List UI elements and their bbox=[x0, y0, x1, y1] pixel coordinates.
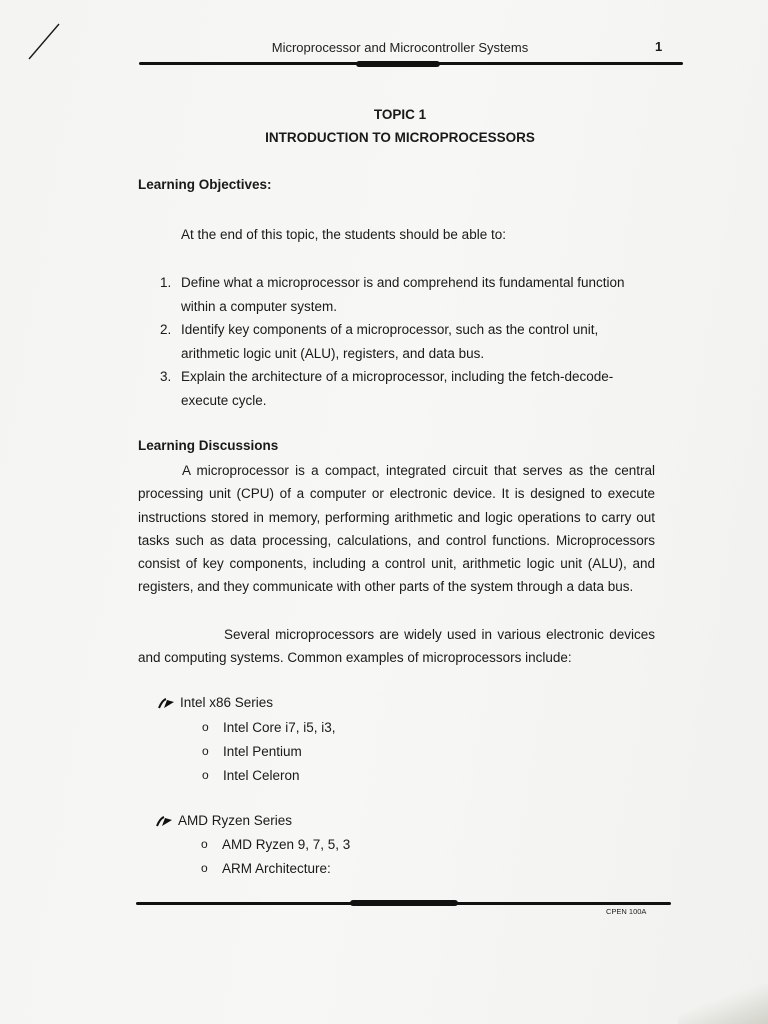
series-name: AMD Ryzen Series bbox=[178, 813, 293, 828]
bullet-marker: o bbox=[201, 860, 208, 875]
list-item bbox=[160, 365, 660, 412]
list-item bbox=[160, 271, 660, 318]
bullet-marker: o bbox=[202, 720, 209, 734]
objectives-heading: Learning Objectives: bbox=[138, 177, 272, 192]
list-item-text: Intel Celeron bbox=[223, 767, 300, 783]
footer-course-code: CPEN 100A bbox=[606, 907, 647, 916]
discussion-paragraph-1: A microprocessor is a compact, integrated circuit that serves as the central processing unit (CPU) of a computer or electronic device. It is designed to execute instructions stored in memory, performing arithmetic and logic operations to carry out tasks such as data processing, calculations, and control functions. Microprocessors consist of key components, including a control unit, arithmetic logic unit (ALU), and registers, and they communicate with other parts of the system through a data bus. bbox=[138, 463, 655, 595]
list-item bbox=[202, 716, 336, 740]
page-corner-shadow bbox=[678, 984, 768, 1024]
arrow-bullet-icon bbox=[156, 815, 174, 827]
bullet-marker: o bbox=[201, 837, 208, 851]
arrow-bullet-icon bbox=[158, 697, 176, 709]
bullet-marker: o bbox=[202, 767, 209, 782]
page-number: 1 bbox=[655, 39, 663, 54]
list-item-number: 3. bbox=[160, 369, 172, 384]
list-item bbox=[160, 318, 660, 365]
discussion-paragraph-2: Several microprocessors are widely used in various electronic devices and computing systems. Common examples of microprocessors include: bbox=[138, 627, 655, 666]
list-item-text: AMD Ryzen 9, 7, 5, 3 bbox=[222, 837, 351, 852]
objectives-intro: At the end of this topic, the students should be able to: bbox=[181, 227, 506, 242]
series-heading-amd bbox=[156, 813, 292, 828]
list-item-text: Explain the architecture of a microprocessor, including the fetch-decode-execute cycle. bbox=[181, 369, 614, 408]
footer-rule-center bbox=[350, 900, 458, 906]
list-item-text: ARM Architecture: bbox=[222, 860, 331, 876]
objectives-list bbox=[160, 271, 660, 412]
amd-sub-list bbox=[201, 833, 350, 881]
list-item-text: Define what a microprocessor is and comprehend its fundamental function within a computer system. bbox=[181, 275, 625, 314]
list-item-number: 2. bbox=[160, 322, 172, 337]
bullet-marker: o bbox=[202, 743, 209, 758]
topic-title: INTRODUCTION TO MICROPROCESSORS bbox=[265, 130, 535, 145]
topic-number: TOPIC 1 bbox=[373, 107, 427, 122]
series-name: Intel x86 Series bbox=[180, 695, 274, 710]
list-item-number: 1. bbox=[160, 275, 172, 290]
discussions-heading: Learning Discussions bbox=[138, 438, 279, 453]
list-item-text: Intel Core i7, i5, i3, bbox=[223, 720, 336, 735]
list-item-text: Identify key components of a microprocessor, such as the control unit, arithmetic logic unit (ALU), registers, and data bus. bbox=[181, 322, 599, 361]
header-title: Microprocessor and Microcontroller Systems bbox=[271, 40, 529, 55]
series-heading-intel bbox=[158, 695, 273, 710]
list-item bbox=[202, 740, 336, 764]
header-rule-center bbox=[356, 61, 440, 67]
list-item bbox=[201, 857, 350, 881]
intel-sub-list bbox=[202, 716, 336, 787]
list-item-text: Intel Pentium bbox=[223, 743, 302, 759]
list-item bbox=[201, 833, 350, 857]
list-item bbox=[202, 764, 336, 788]
